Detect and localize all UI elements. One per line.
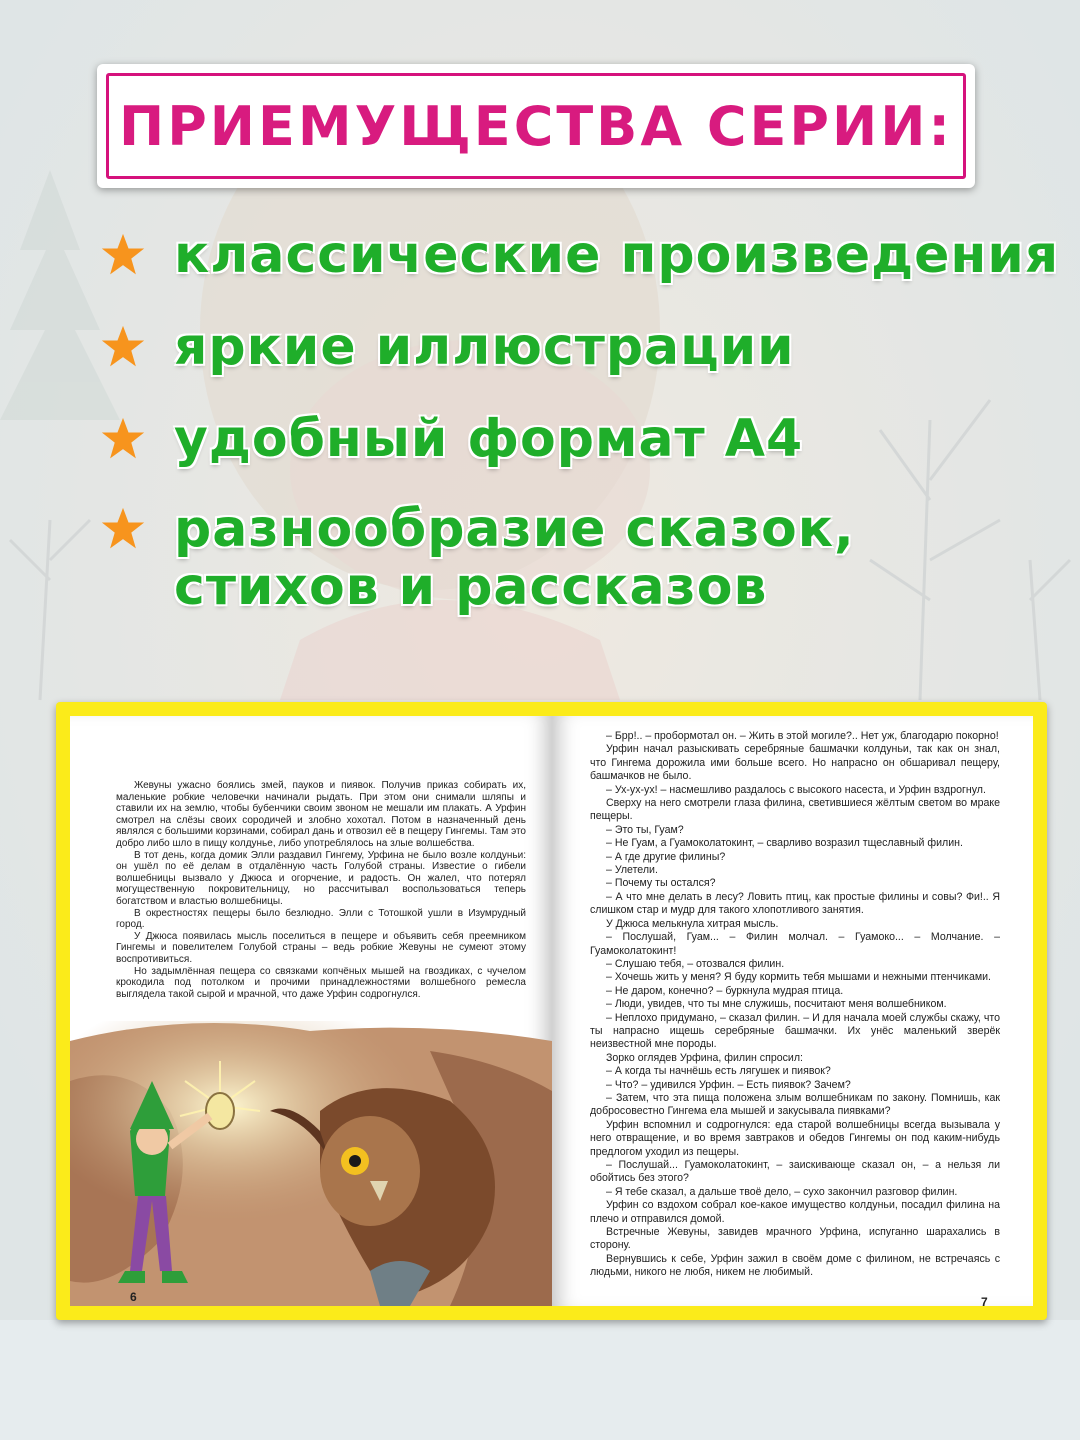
paragraph: Но задымлённая пещера со связками копчёных мышей на гвоздиках, с чучелом крокодила под потолком и прочими принадлежностями волшебного ремесла выглядела такой сырой и мрачной, что даже Урфин содрогнулся. <box>116 965 526 1000</box>
feature-text-line: стихов и рассказов <box>174 557 768 617</box>
paragraph: – А что мне делать в лесу? Ловить птиц, как простые филины и совы? Фи!.. Я слишком стар и мудр для такого хлопотливого занятия. <box>590 890 1000 917</box>
paragraph: Встречные Жевуны, завидев мрачного Урфина, испуганно шарахались в сторону. <box>590 1226 1000 1252</box>
paragraph: – Не даром, конечно? – буркнула мудрая птица. <box>606 984 844 997</box>
right-page-number: 7 <box>981 1295 988 1306</box>
paragraph: Жевуны ужасно боялись змей, пауков и пиявок. Получив приказ собирать их, маленькие робкие человечки начинали рыдать. При этом они снимали шляпы и ставили их на землю, чтобы бубенчики своим звоном не мешали им плакать. А Урфин смотрел на слёзы своих сородичей и злобно хохотал. Потом в назначенный день являлся с большими корзинами, собирал дань и отвозил её в пещеру Гингемы. Там это добро либо шло в пищу колдунье, либо употреблялось на злые волшебства. <box>116 780 526 849</box>
feature-item <box>100 318 795 376</box>
paragraph: В окрестностях пещеры было безлюдно. Элли с Тотошкой ушли в Изумрудный город. <box>116 907 526 931</box>
feature-text-line: разнообразие сказок, <box>174 499 855 559</box>
feature-item <box>100 500 855 616</box>
paragraph: – Неплохо придумано, – сказал филин. – И для начала моей службы скажу, что ты напрасно ищешь серебряные башмачки. Их унёс маленький зверёк неизвестной мне породы. <box>590 1011 1000 1051</box>
paragraph: – Я тебе сказал, а дальше твоё дело, – сухо закончил разговор филин. <box>606 1185 958 1198</box>
star-icon <box>100 324 146 370</box>
book-page-left <box>70 716 552 1306</box>
paragraph: – Почему ты остался? <box>606 877 716 890</box>
paragraph: – Брр!.. – пробормотал он. – Жить в этой могиле?.. Нет уж, благодарю покорно! <box>606 730 999 742</box>
star-icon <box>100 232 146 278</box>
paragraph: – А когда ты начнёшь есть лягушек и пиявок? <box>606 1065 831 1078</box>
paragraph: У Джюса мелькнула хитрая мысль. <box>606 917 779 930</box>
paragraph: Урфин начал разыскивать серебряные башмачки колдуньи, так как он знал, что Гингема дорожила ими больше всего. Но напрасно он обшаривал пещеру, башмачков не было. <box>590 743 1000 783</box>
left-page-text <box>116 780 526 1000</box>
paragraph: – А где другие филины? <box>606 850 726 863</box>
paragraph: – Слушаю тебя, – отозвался филин. <box>606 957 785 970</box>
left-page-number: 6 <box>130 1290 137 1304</box>
paragraph: Урфин со вздохом собрал кое-какое имущество колдуньи, посадил филина на плечо и отправился домой. <box>590 1199 1000 1225</box>
paragraph: У Джюса появилась мысль поселиться в пещере и объявить себя преемником Гингемы и повелителем Голубой страны – ведь робкие Жевуны не сумеют этому воспротивиться. <box>116 930 526 965</box>
cave-owl-illustration <box>70 1021 552 1306</box>
paragraph: – Не Гуам, а Гуамоколатокинт, – сварливо возразил тщеславный филин. <box>606 837 963 850</box>
paragraph: – Что? – удивился Урфин. – Есть пиявок? Зачем? <box>606 1078 851 1091</box>
feature-text: удобный формат А4 <box>174 409 804 469</box>
feature-item <box>100 226 1059 284</box>
feature-text-block <box>174 500 855 616</box>
feature-text: классические произведения <box>174 225 1060 285</box>
paragraph: В тот день, когда домик Элли раздавил Гингему, Урфина не было возле колдуньи: он ушёл по её делам в отдалённую часть Голубой страны. Известие о гибели волшебницы вызвало у Джюса и огорчение, и радость. Он жалел, что потерял могущественную покровительницу, но рассчитывал воспользоваться теперь богатством и властью волшебницы. <box>116 849 526 907</box>
star-icon <box>100 506 146 552</box>
feature-text: яркие иллюстрации <box>174 317 795 377</box>
paragraph: – Хочешь жить у меня? Я буду кормить тебя мышами и нежными птенчиками. <box>606 971 992 984</box>
paragraph: – Послушай... Гуамоколатокинт, – заискивающе сказал он, – а нельзя ли обойтись без этого? <box>590 1159 1000 1185</box>
paragraph: Урфин вспомнил и содрогнулся: еда старой волшебницы всегда вызывала у него отвращение, и во время завтраков и обедов Гингемы он под каким-нибудь предлогом уходил из пещеры. <box>590 1118 1000 1158</box>
page-title: ПРИЕМУЩЕСТВА СЕРИИ: <box>119 94 953 158</box>
paragraph: – Послушай, Гуам... – Филин молчал. – Гуамоко... – Молчание. – Гуамоколатокинт! <box>590 931 1000 957</box>
title-border <box>106 73 966 179</box>
paragraph: – Улетели. <box>606 864 658 877</box>
paragraph: Вернувшись к себе, Урфин зажил в своём доме с филином, не встречаясь с людьми, никого не любя, никем не любимый. <box>590 1252 1000 1279</box>
right-page-text <box>590 730 1000 1280</box>
paragraph: Зорко оглядев Урфина, филин спросил: <box>606 1051 803 1064</box>
title-banner <box>97 64 975 188</box>
feature-item <box>100 410 803 468</box>
paragraph: – Люди, увидев, что ты мне служишь, посчитают меня волшебником. <box>606 998 947 1011</box>
paragraph: – Это ты, Гуам? <box>606 823 684 836</box>
paragraph: – Ух-ух-ух! – насмешливо раздалось с высокого насеста, и Урфин вздрогнул. <box>606 783 986 796</box>
star-icon <box>100 416 146 462</box>
paragraph: Сверху на него смотрели глаза филина, светившиеся жёлтым светом во мраке пещеры. <box>590 797 1000 823</box>
paragraph: – Затем, что эта пища положена злым волшебникам по закону. Помнишь, как добросовестно Гингема ела мышей и закусывала пиявками? <box>590 1091 1000 1118</box>
book-page-right <box>552 716 1033 1306</box>
